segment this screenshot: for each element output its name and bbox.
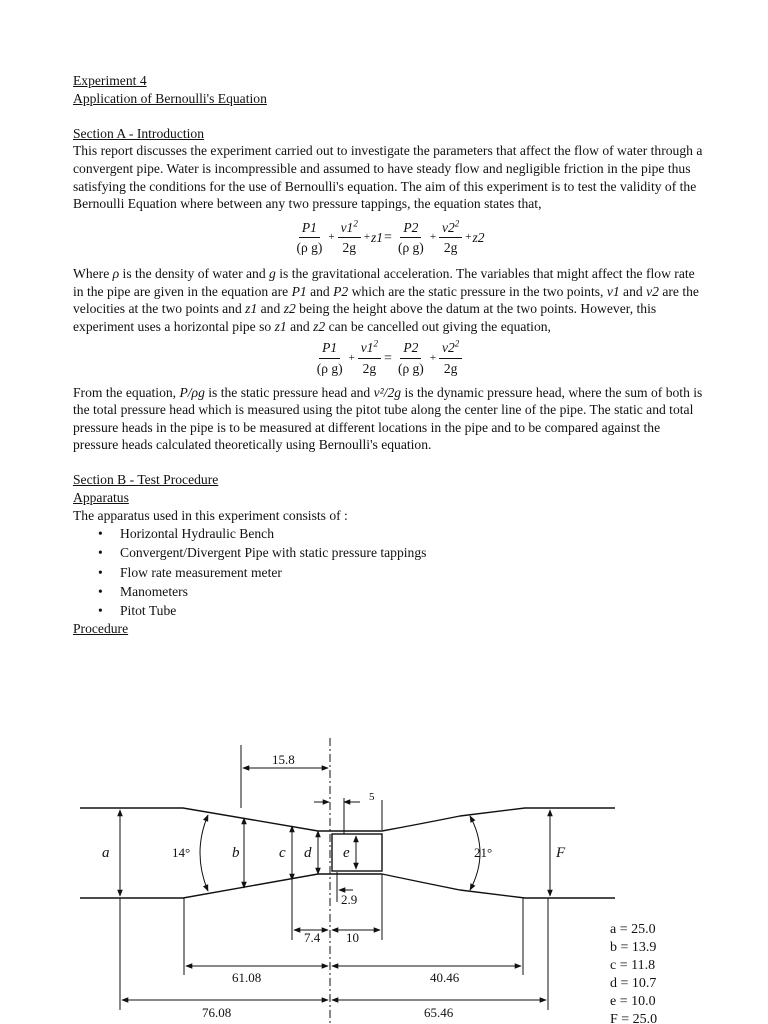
experiment-subtitle: Application of Bernoulli's Equation bbox=[73, 90, 267, 106]
procedure-heading: Procedure bbox=[73, 621, 129, 637]
dim-7-4-label: 7.4 bbox=[304, 930, 321, 945]
eq2-term-p1: $\frac{P1}{\text{(ρ g)}}$ bbox=[316, 340, 343, 376]
experiment-title: Experiment 4 bbox=[73, 73, 147, 88]
eq1-term-p1: $\frac{P1}{\text{(ρ g)}}$ bbox=[296, 219, 323, 256]
apparatus-intro: The apparatus used in this experiment consists of : bbox=[73, 507, 348, 523]
label-c: c bbox=[279, 845, 286, 861]
eq2-term-v2: $\frac{v2^2}{2g}$ bbox=[439, 339, 462, 377]
dim-61-08-label: 61.08 bbox=[232, 970, 262, 985]
eq2-term-p2: $\frac{P2}{\text{(ρ g)}}$ bbox=[397, 340, 424, 376]
eq1-term-v2: $\frac{v2^2}{2g}$ bbox=[439, 219, 462, 257]
eq1-plus: + bbox=[429, 231, 437, 244]
list-item: • Horizontal Hydraulic Bench bbox=[98, 526, 275, 542]
eq2-term-v1: $\frac{v1^2}{2g}$ bbox=[358, 339, 381, 377]
legend-F: F = 25.0 bbox=[610, 1012, 658, 1024]
intro-paragraph: This report discusses the experiment carried out to investigate the parameters that affect the flow of water through a convergent pipe. Water is incompressible and assumed to have steady flow and negligible friction in the pipe thus satisfying the conditions for the use of Bernoulli's equation. The aim of this experiment is to test the validity of the Bernoulli Equation where between any two pressure tappings, the equation states that, bbox=[73, 143, 703, 212]
eq2-plus: + bbox=[348, 351, 355, 364]
legend-c: c = 11.8 bbox=[610, 958, 656, 973]
pressure-head-paragraph: From the equation, P/ρg is the static pressure head and v²/2g is the dynamic pressure head, where the sum of both is the total pressure head which is measured using the pitot tube along the center line of the pipe. The static and total pressure heads in the pipe is to be measured at different locations in the pipe and to be compared against the pressure heads calculated theoretically using Bernoulli's equation. bbox=[73, 384, 703, 453]
eq1-term-v1: $\frac{v1^2}{2g}$ bbox=[338, 219, 361, 257]
eq1-term-p2: $\frac{P2}{\text{(ρ g)}}$ bbox=[397, 219, 424, 256]
dim-65-46-label: 65.46 bbox=[424, 1005, 454, 1020]
eq2-plus: + bbox=[429, 351, 437, 364]
legend-e: e = 10.0 bbox=[610, 994, 656, 1009]
list-item: • Pitot Tube bbox=[98, 603, 177, 619]
eq1-z2: z2 bbox=[472, 230, 485, 246]
label-d: d bbox=[304, 845, 312, 861]
pipe-top-wall bbox=[80, 808, 615, 831]
list-item: • Manometers bbox=[98, 583, 188, 599]
dim-15-8-label: 15.8 bbox=[272, 752, 295, 767]
angle-14-label: 14° bbox=[172, 845, 191, 860]
dimension-legend bbox=[610, 922, 657, 1024]
document-body bbox=[73, 72, 703, 638]
apparatus-heading: Apparatus bbox=[73, 490, 129, 506]
label-F: F bbox=[556, 845, 566, 861]
dim-76-08-label: 76.08 bbox=[202, 1005, 232, 1020]
dim-2-9-label: 2.9 bbox=[341, 892, 358, 907]
bernoulli-equation-horizontal bbox=[73, 339, 703, 377]
legend-a: a = 25.0 bbox=[610, 922, 656, 937]
label-e: e bbox=[343, 845, 350, 861]
eq1-plus: + bbox=[465, 231, 472, 244]
legend-d: d = 10.7 bbox=[610, 976, 657, 991]
angle-14-arc bbox=[200, 815, 208, 891]
list-item: • Flow rate measurement meter bbox=[98, 564, 282, 580]
variables-paragraph: Where ρ is the density of water and g is the gravitational acceleration. The variables that might affect the flow rate in the pipe are given in the equation are P1 and P2 which are the static pressure in the two points, v1 and v2 are the velocities at the two points and z1 and z2 being the height above the datum at the two points. However, this experiment uses a horizontal pipe so z1 and z2 can be cancelled out giving the equation, bbox=[73, 265, 699, 334]
apparatus-list bbox=[73, 524, 703, 620]
eq2-equals: = bbox=[384, 350, 392, 366]
section-a-heading: Section A - Introduction bbox=[73, 125, 205, 141]
dim-5-label: 5 bbox=[369, 791, 375, 803]
dim-10-label: 10 bbox=[346, 930, 359, 945]
eq1-equals: = bbox=[384, 230, 392, 246]
bernoulli-equation-full bbox=[73, 219, 703, 257]
label-b: b bbox=[232, 845, 240, 861]
venturi-pipe-diagram bbox=[0, 730, 768, 1024]
label-a: a bbox=[102, 845, 110, 861]
eq1-plus: + bbox=[328, 231, 335, 244]
list-item: • Convergent/Divergent Pipe with static pressure tappings bbox=[98, 545, 427, 561]
throat-section bbox=[332, 834, 382, 871]
section-b-heading: Section B - Test Procedure bbox=[73, 472, 219, 488]
eq1-plus: + bbox=[363, 231, 371, 244]
dim-40-46-label: 40.46 bbox=[430, 970, 460, 985]
legend-b: b = 13.9 bbox=[610, 940, 657, 955]
angle-21-label: 21° bbox=[474, 845, 493, 860]
eq1-z1: z1 bbox=[371, 230, 384, 246]
